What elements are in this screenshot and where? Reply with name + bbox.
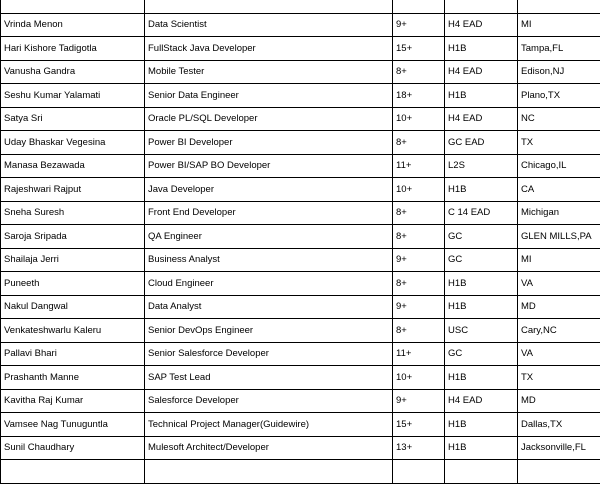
experience-cell: 15+ [393, 413, 445, 437]
location-cell: NC [518, 107, 600, 131]
location-cell: VA [518, 272, 600, 296]
table-row [1, 342, 600, 366]
location-cell: CA [518, 178, 600, 202]
candidate-name-cell: Sneha Suresh [1, 201, 145, 225]
experience-cell: 18+ [393, 84, 445, 108]
visa-status-cell: GC [445, 225, 518, 249]
experience-cell: 8+ [393, 272, 445, 296]
experience-cell: 11+ [393, 342, 445, 366]
experience-cell: 8+ [393, 201, 445, 225]
visa-status-cell: H1B [445, 178, 518, 202]
job-title-cell: Data Scientist [145, 13, 393, 37]
visa-status-cell: H4 EAD [445, 60, 518, 84]
visa-status-cell: GC [445, 342, 518, 366]
table-row [1, 60, 600, 84]
table-row [1, 436, 600, 460]
table-row [1, 272, 600, 296]
candidate-name-cell: Nakul Dangwal [1, 295, 145, 319]
location-cell: VA [518, 342, 600, 366]
experience-cell: 9+ [393, 248, 445, 272]
visa-status-cell: H1B [445, 37, 518, 61]
location-cell: GLEN MILLS,PA [518, 225, 600, 249]
candidate-name-cell: Prashanth Manne [1, 366, 145, 390]
job-title-cell: Front End Developer [145, 201, 393, 225]
table-row [1, 413, 600, 437]
job-title-cell: Java Developer [145, 178, 393, 202]
job-title-cell: Technical Project Manager(Guidewire) [145, 413, 393, 437]
experience-cell: 11+ [393, 154, 445, 178]
table-row-partial [1, 0, 600, 13]
location-cell: MD [518, 295, 600, 319]
visa-status-cell: H1B [445, 84, 518, 108]
candidate-name-cell: Uday Bhaskar Vegesina [1, 131, 145, 155]
table-row [1, 13, 600, 37]
experience-cell: 9+ [393, 13, 445, 37]
empty-cell [393, 0, 445, 13]
visa-status-cell: USC [445, 319, 518, 343]
empty-cell [145, 0, 393, 13]
empty-cell [393, 460, 445, 484]
empty-cell [445, 460, 518, 484]
visa-status-cell: H4 EAD [445, 13, 518, 37]
job-title-cell: Data Analyst [145, 295, 393, 319]
candidate-name-cell: Shailaja Jerri [1, 248, 145, 272]
visa-status-cell: H4 EAD [445, 107, 518, 131]
experience-cell: 10+ [393, 366, 445, 390]
experience-cell: 10+ [393, 107, 445, 131]
candidate-name-cell: Vrinda Menon [1, 13, 145, 37]
location-cell: Michigan [518, 201, 600, 225]
candidate-name-cell: Satya Sri [1, 107, 145, 131]
experience-cell: 8+ [393, 319, 445, 343]
visa-status-cell: H4 EAD [445, 389, 518, 413]
job-title-cell: Power BI/SAP BO Developer [145, 154, 393, 178]
location-cell: Tampa,FL [518, 37, 600, 61]
job-title-cell: Senior Salesforce Developer [145, 342, 393, 366]
visa-status-cell: L2S [445, 154, 518, 178]
experience-cell: 13+ [393, 436, 445, 460]
job-title-cell: Mulesoft Architect/Developer [145, 436, 393, 460]
location-cell: MD [518, 389, 600, 413]
empty-cell [145, 460, 393, 484]
empty-cell [1, 460, 145, 484]
location-cell: Jacksonville,FL [518, 436, 600, 460]
table-row [1, 107, 600, 131]
candidate-name-cell: Saroja Sripada [1, 225, 145, 249]
table-row [1, 84, 600, 108]
location-cell: Dallas,TX [518, 413, 600, 437]
visa-status-cell: H1B [445, 436, 518, 460]
table-row [1, 37, 600, 61]
job-title-cell: Senior Data Engineer [145, 84, 393, 108]
candidate-name-cell: Vamsee Nag Tunuguntla [1, 413, 145, 437]
table-row [1, 131, 600, 155]
location-cell: TX [518, 366, 600, 390]
visa-status-cell: GC EAD [445, 131, 518, 155]
empty-cell [1, 0, 145, 13]
empty-cell [518, 0, 600, 13]
job-title-cell: Cloud Engineer [145, 272, 393, 296]
candidate-name-cell: Venkateshwarlu Kaleru [1, 319, 145, 343]
candidate-name-cell: Hari Kishore Tadigotla [1, 37, 145, 61]
candidate-name-cell: Pallavi Bhari [1, 342, 145, 366]
visa-status-cell: C 14 EAD [445, 201, 518, 225]
candidate-name-cell: Kavitha Raj Kumar [1, 389, 145, 413]
candidate-name-cell: Seshu Kumar Yalamati [1, 84, 145, 108]
experience-cell: 10+ [393, 178, 445, 202]
experience-cell: 15+ [393, 37, 445, 61]
candidate-table-body [1, 0, 600, 483]
location-cell: Chicago,IL [518, 154, 600, 178]
candidate-name-cell: Vanusha Gandra [1, 60, 145, 84]
table-row [1, 319, 600, 343]
table-row [1, 154, 600, 178]
experience-cell: 8+ [393, 60, 445, 84]
table-row [1, 295, 600, 319]
job-title-cell: Mobile Tester [145, 60, 393, 84]
candidate-name-cell: Manasa Bezawada [1, 154, 145, 178]
location-cell: Plano,TX [518, 84, 600, 108]
candidate-name-cell: Rajeshwari Rajput [1, 178, 145, 202]
candidate-name-cell: Puneeth [1, 272, 145, 296]
empty-cell [518, 460, 600, 484]
table-row [1, 201, 600, 225]
table-row [1, 389, 600, 413]
job-title-cell: Business Analyst [145, 248, 393, 272]
visa-status-cell: H1B [445, 272, 518, 296]
job-title-cell: Senior DevOps Engineer [145, 319, 393, 343]
candidate-name-cell: Sunil Chaudhary [1, 436, 145, 460]
location-cell: Cary,NC [518, 319, 600, 343]
visa-status-cell: GC [445, 248, 518, 272]
empty-cell [445, 0, 518, 13]
job-title-cell: Oracle PL/SQL Developer [145, 107, 393, 131]
job-title-cell: Salesforce Developer [145, 389, 393, 413]
table-row-partial [1, 460, 600, 484]
table-row [1, 366, 600, 390]
experience-cell: 9+ [393, 295, 445, 319]
location-cell: Edison,NJ [518, 60, 600, 84]
table-row [1, 248, 600, 272]
location-cell: MI [518, 248, 600, 272]
experience-cell: 9+ [393, 389, 445, 413]
location-cell: MI [518, 13, 600, 37]
job-title-cell: SAP Test Lead [145, 366, 393, 390]
visa-status-cell: H1B [445, 366, 518, 390]
experience-cell: 8+ [393, 225, 445, 249]
visa-status-cell: H1B [445, 413, 518, 437]
visa-status-cell: H1B [445, 295, 518, 319]
table-row [1, 225, 600, 249]
table-row [1, 178, 600, 202]
location-cell: TX [518, 131, 600, 155]
job-title-cell: Power BI Developer [145, 131, 393, 155]
experience-cell: 8+ [393, 131, 445, 155]
job-title-cell: QA Engineer [145, 225, 393, 249]
job-title-cell: FullStack Java Developer [145, 37, 393, 61]
